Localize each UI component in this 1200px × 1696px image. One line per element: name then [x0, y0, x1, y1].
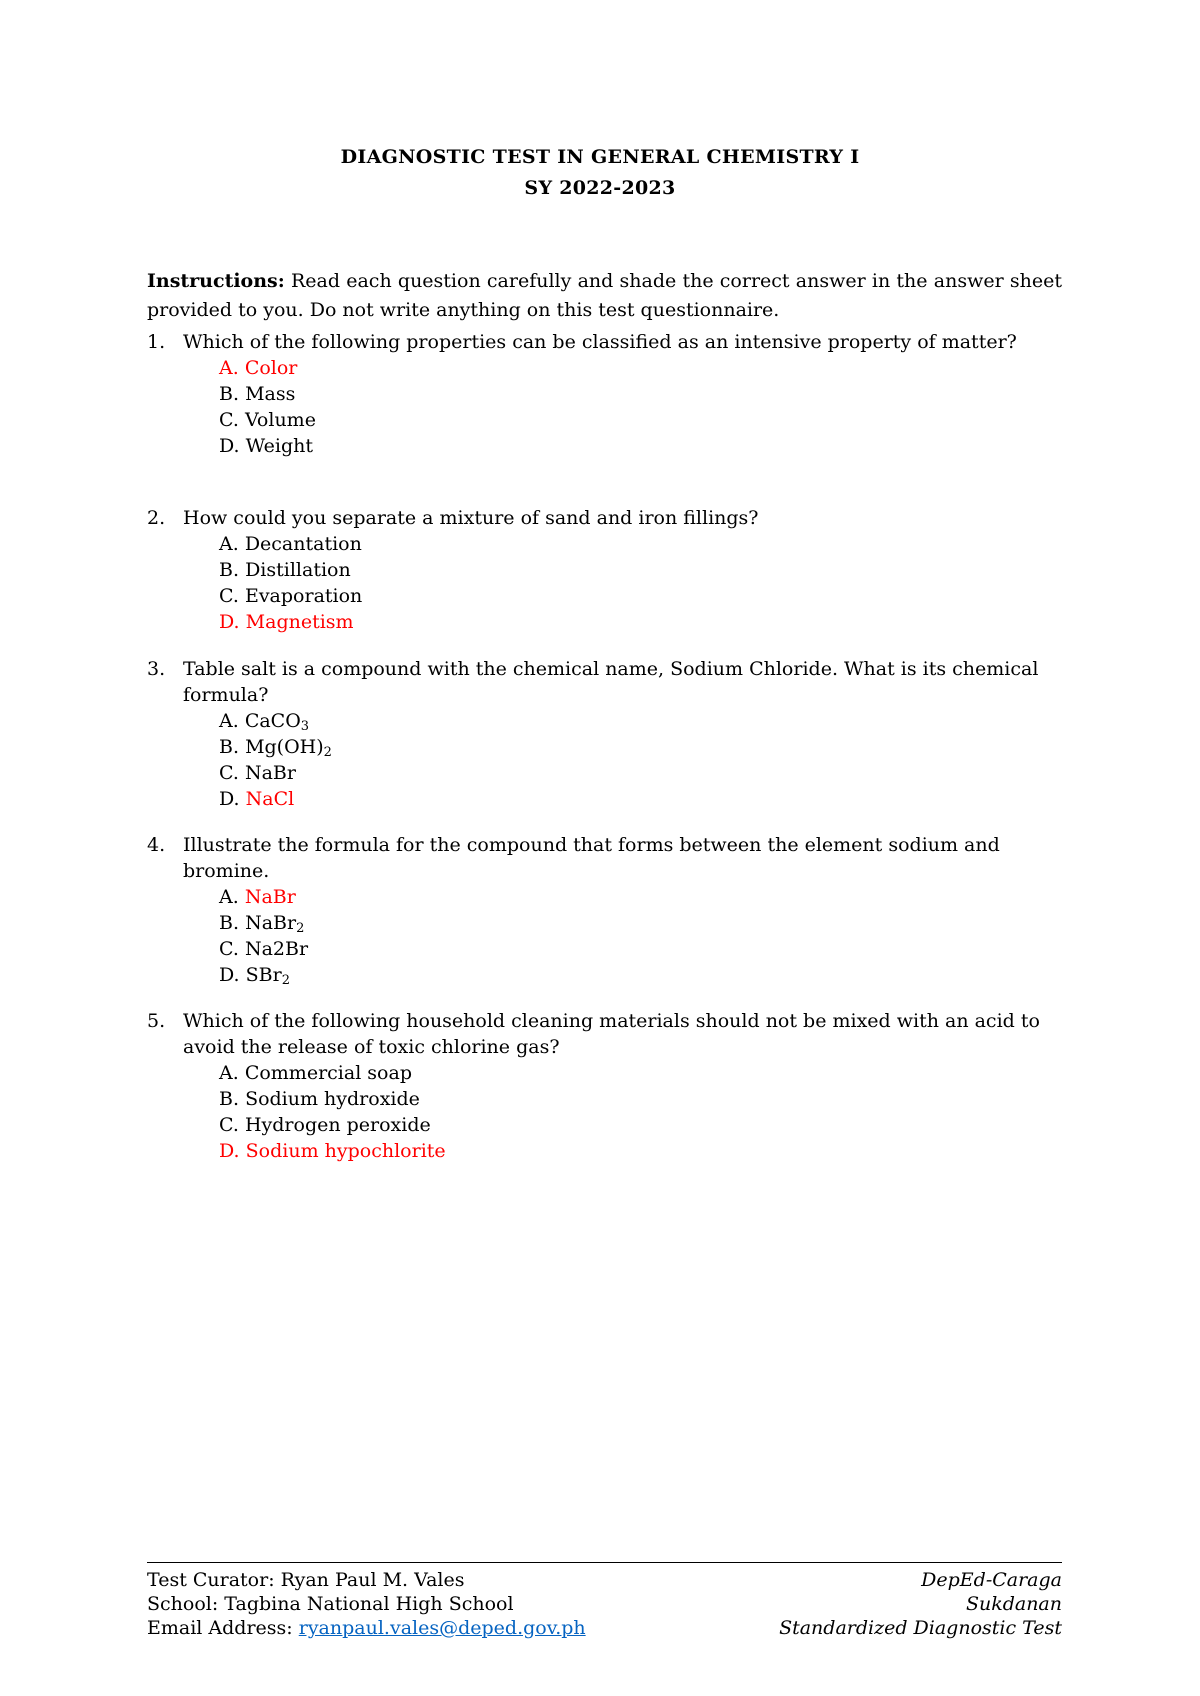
option-letter: C. [219, 409, 239, 431]
question-number: 4. [147, 834, 166, 856]
option-text: NaBr [244, 886, 296, 908]
answer-option [219, 936, 1062, 962]
option-text: Color [244, 357, 298, 379]
answer-option-correct [219, 884, 1062, 910]
option-text: Volume [244, 409, 316, 431]
footer-left [147, 1568, 586, 1640]
option-text: Hydrogen peroxide [244, 1114, 431, 1136]
option-letter: C. [219, 585, 239, 607]
formula-subscript: 2 [281, 973, 290, 988]
formula-subscript: 3 [300, 719, 310, 734]
question-text: Which of the following properties can be classified as an intensive property of matter? [183, 331, 1017, 353]
question-5 [147, 1008, 1062, 1164]
answer-option [219, 1060, 1062, 1086]
footer-divider [147, 1562, 1062, 1563]
option-text: Magnetism [245, 611, 354, 633]
option-letter: C. [219, 762, 239, 784]
option-text: Mg(OH) [245, 736, 324, 758]
email-line [147, 1616, 586, 1640]
formula-subscript: 2 [323, 745, 332, 760]
email-label: Email Address: [147, 1617, 293, 1639]
question-row [147, 656, 1062, 708]
option-text: Distillation [245, 559, 351, 581]
option-text: Sodium hypochlorite [245, 1140, 446, 1162]
option-text: Weight [245, 435, 313, 457]
option-text: Evaporation [244, 585, 363, 607]
organization: DepEd-Caraga [921, 1569, 1062, 1591]
question-row [147, 832, 1062, 884]
school-year: SY 2022-2023 [524, 177, 676, 199]
answer-option [219, 583, 1062, 609]
question-number: 2. [147, 507, 166, 529]
organization-subtitle: Sukdanan [965, 1593, 1062, 1615]
option-letter: A. [219, 886, 239, 908]
question-2 [147, 505, 1062, 635]
option-letter: C. [219, 1114, 239, 1136]
option-text: SBr [245, 964, 282, 986]
answer-options [219, 708, 1062, 812]
option-letter: D. [219, 611, 240, 633]
question-row [147, 505, 1062, 531]
option-letter: B. [219, 1088, 240, 1110]
question-row [147, 1008, 1062, 1060]
instructions [147, 267, 1062, 325]
option-letter: D. [219, 1140, 240, 1162]
answer-option [219, 708, 1062, 734]
answer-option-correct [219, 786, 1062, 812]
answer-option [219, 557, 1062, 583]
answer-option [219, 407, 1062, 433]
option-letter: B. [219, 912, 240, 934]
formula-subscript: 2 [296, 921, 305, 936]
answer-option [219, 910, 1062, 936]
option-letter: A. [219, 357, 239, 379]
option-text: Decantation [244, 533, 362, 555]
instructions-text: Read each question carefully and shade the correct answer in the answer sheet provided to you. Do not write anything on this test questionnaire. [147, 270, 1062, 321]
option-letter: B. [219, 736, 240, 758]
question-text: Which of the following household cleaning materials should not be mixed with an acid to avoid the release of toxic chlorine gas? [183, 1010, 1040, 1058]
email-link[interactable]: ryanpaul.vales@deped.gov.ph [298, 1617, 586, 1639]
answer-option [219, 531, 1062, 557]
answer-option [219, 1112, 1062, 1138]
school-name: School: Tagbina National High School [147, 1593, 514, 1615]
answer-options [219, 884, 1062, 988]
footer-right [779, 1568, 1062, 1640]
question-number: 3. [147, 658, 166, 680]
question-4 [147, 832, 1062, 988]
option-letter: B. [219, 383, 240, 405]
document-title: DIAGNOSTIC TEST IN GENERAL CHEMISTRY I [340, 146, 860, 168]
option-text: Sodium hydroxide [245, 1088, 420, 1110]
answer-options [219, 531, 1062, 635]
question-1 [147, 329, 1062, 459]
answer-option [219, 962, 1062, 988]
question-text: How could you separate a mixture of sand and iron fillings? [183, 507, 759, 529]
option-letter: D. [219, 435, 240, 457]
answer-option [219, 1086, 1062, 1112]
question-row [147, 329, 1062, 355]
option-text: Commercial soap [244, 1062, 412, 1084]
question-number: 5. [147, 1010, 166, 1032]
option-letter: D. [219, 788, 240, 810]
answer-option [219, 433, 1062, 459]
question-text: Table salt is a compound with the chemical name, Sodium Chloride. What is its chemical formula? [183, 658, 1039, 706]
question-number: 1. [147, 331, 166, 353]
answer-option [219, 734, 1062, 760]
test-name: Standardized Diagnostic Test [779, 1617, 1062, 1639]
option-letter: A. [219, 1062, 239, 1084]
option-letter: A. [219, 533, 239, 555]
answer-options [219, 1060, 1062, 1164]
option-letter: B. [219, 559, 240, 581]
option-text: NaBr [245, 912, 297, 934]
option-text: Na2Br [244, 938, 309, 960]
instructions-label: Instructions: [147, 270, 285, 292]
question-3 [147, 656, 1062, 812]
answer-option [219, 760, 1062, 786]
answer-option-correct [219, 355, 1062, 381]
option-text: Mass [245, 383, 296, 405]
option-text: NaBr [244, 762, 296, 784]
answer-option-correct [219, 1138, 1062, 1164]
question-text: Illustrate the formula for the compound that forms between the element sodium and bromine. [183, 834, 1000, 882]
option-letter: C. [219, 938, 239, 960]
answer-options [219, 355, 1062, 459]
option-text: NaCl [245, 788, 295, 810]
option-text: CaCO [244, 710, 301, 732]
option-letter: D. [219, 964, 240, 986]
test-curator: Test Curator: Ryan Paul M. Vales [147, 1569, 465, 1591]
option-letter: A. [219, 710, 239, 732]
answer-option [219, 381, 1062, 407]
answer-option-correct [219, 609, 1062, 635]
